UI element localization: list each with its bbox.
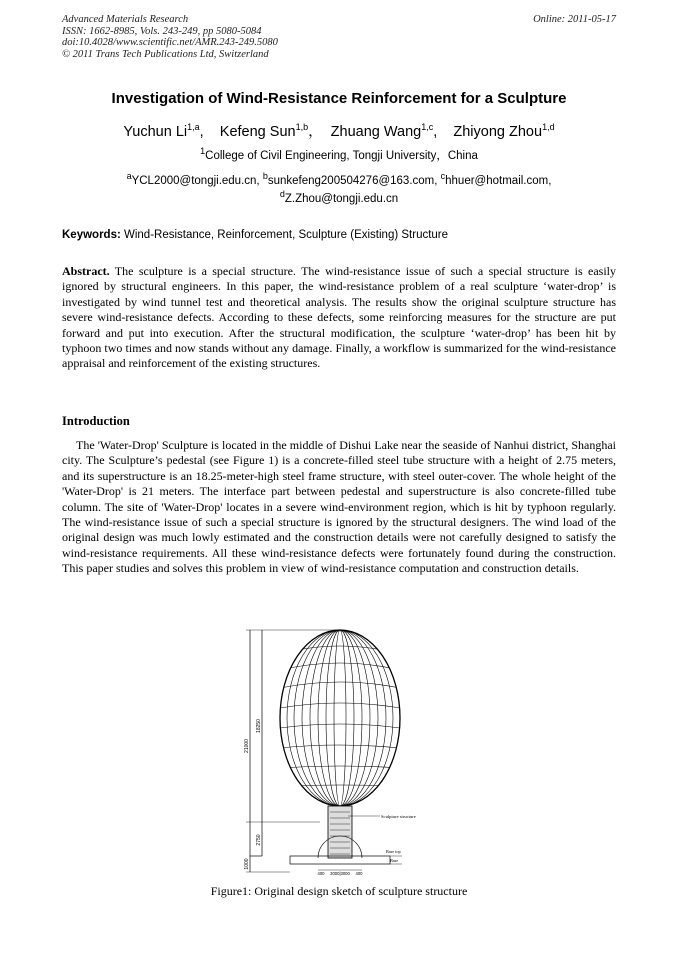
abstract-text: The sculpture is a special structure. The wind-resistance issue of such a special structure is easily ignored by structural engineers. In this paper, the wind-resistance problem of a real sculpture ‘water-drop’ is investigated by wind tunnel test and theoretical analysis. The results show the original sculpture structure has severe wind-resistance defects. According to these defects, some reinforcing measures for the structure are put forward and put into execution. After the structural modification, the sculpture ‘water-drop’ has been hit by typhoon two times and now stands without any damage. Finally, a workflow is summarized for the wind-resistance appraisal and reinforcement of the existing structures. <box>62 264 616 371</box>
label-base-top: Base top <box>386 849 401 854</box>
author-sup: 1,c <box>421 122 434 133</box>
author-sup: 1,b <box>295 122 309 133</box>
pedestal-column <box>328 806 352 858</box>
email-link[interactable]: Z.Zhou@tongji.edu.cn <box>284 193 399 205</box>
section-heading-introduction: Introduction <box>62 414 130 428</box>
keywords-label: Keywords: <box>62 229 121 241</box>
sculpture-frame <box>280 630 400 806</box>
abstract <box>62 264 616 372</box>
author-sep: , <box>199 124 216 140</box>
figure-caption: Figure1: Original design sketch of sculpture structure <box>210 884 468 898</box>
sculpture-outline <box>280 630 400 806</box>
author-sup: 1,d <box>542 122 555 133</box>
label-sculpture-structure: Sculpture structure <box>381 814 416 819</box>
author-list <box>0 120 678 141</box>
doi-line: doi:10.4028/www.scientific.net/AMR.243-249.5080 <box>62 37 278 48</box>
online-date: Online: 2011-05-17 <box>533 14 616 25</box>
email-link[interactable]: YCL2000@tongji.edu.cn, <box>131 175 263 187</box>
keywords <box>62 229 616 241</box>
page-header <box>62 14 616 60</box>
email-link[interactable]: sunkefeng200504276@163.com, <box>267 175 441 187</box>
email-sup: c <box>440 171 446 182</box>
author-name: Kefeng Sun <box>219 124 296 140</box>
author-sep: , <box>433 124 450 140</box>
author-name: Zhuang Wang <box>330 124 422 140</box>
label-dim-mid: 3000|3000 <box>330 871 350 876</box>
email-list <box>90 172 588 208</box>
copyright-line: © 2011 Trans Tech Publications Ltd, Switzerland <box>62 48 269 60</box>
author-sup: 1,a <box>187 122 200 133</box>
label-upper-height: 18250 <box>256 719 262 733</box>
author-name: Zhiyong Zhou <box>453 124 543 140</box>
email-sup: a <box>126 171 132 182</box>
abstract-label: Abstract. <box>62 264 110 278</box>
affiliation-text: College of Civil Engineering, Tongji University，China <box>205 150 478 162</box>
author-sep: ， <box>308 124 327 140</box>
email-sup: d <box>279 189 285 200</box>
label-base: Base <box>390 858 399 863</box>
email-sup: b <box>262 171 268 182</box>
email-link[interactable]: hhuer@hotmail.com, <box>445 175 552 187</box>
paper-title: Investigation of Wind-Resistance Reinforcement for a Sculpture <box>111 90 567 107</box>
label-dim-left: 400 <box>317 871 325 876</box>
issn-line: ISSN: 1662-8985, Vols. 243-249, pp 5080-5084 <box>62 25 262 37</box>
journal-name: Advanced Materials Research <box>62 14 189 25</box>
affiliation-sup: 1 <box>200 146 206 157</box>
introduction-paragraph: The 'Water-Drop' Sculpture is located in the middle of Dishui Lake near the seaside of Nanhui district, Shanghai city. The Sculpture’s pedestal (see Figure 1) is a concrete-filled steel tube structure with a height of 2.75 meters, and its superstructure is an 18.25-meter-high steel frame structure, with steel outer-cover. The whole height of the 'Water-Drop' is 21 meters. The interface part between pedestal and superstructure is also concrete-filled tube column. The site of 'Water-Drop' locates in a severe wind-environment region, which is hit by typhoon regularly. The wind-resistance issue of such a special structure is ignored by the structural designers. The wind load of the original design was much lowly estimated and the construction details were not carefully designed to satisfy the wind-resistance requirements. All these wind-resistance defects were fortunately found during the construction. This paper studies and solves this problem in view of wind-resistance computation and construction details. <box>62 438 616 576</box>
label-dim-right: 400 <box>355 871 363 876</box>
keywords-text: Wind-Resistance, Reinforcement, Sculpture (Existing) Structure <box>120 229 449 241</box>
label-total-height: 21000 <box>244 739 250 753</box>
figure-sculpture-sketch <box>240 626 440 878</box>
label-pedestal-height: 2750 <box>256 834 262 846</box>
author-name: Yuchun Li <box>123 124 188 140</box>
affiliation <box>0 147 678 163</box>
label-base-height: 1000 <box>244 858 250 870</box>
